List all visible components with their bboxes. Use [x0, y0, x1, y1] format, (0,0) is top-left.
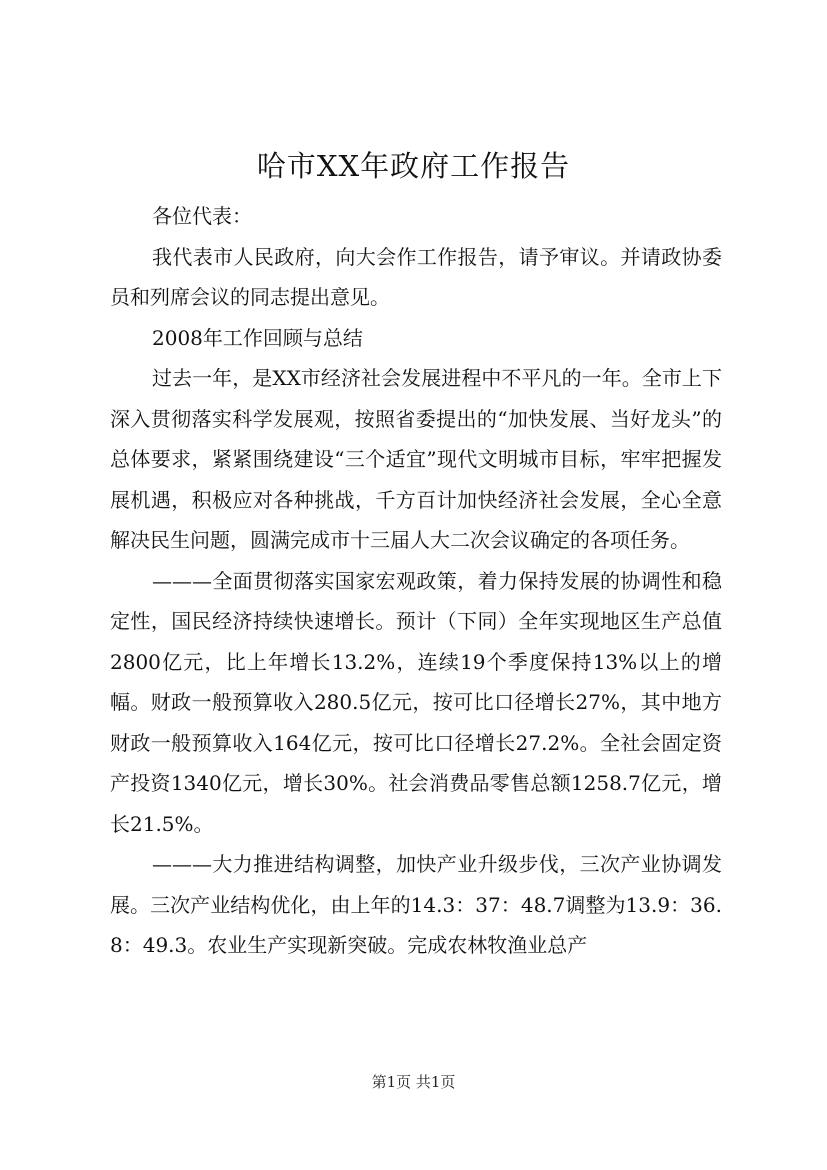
paragraph-economy: ———全面贯彻落实国家宏观政策，着力保持发展的协调性和稳定性，国民经济持续快速增长。预计（下同）全年实现地区生产总值2800亿元，比上年增长13.2%，连续19个季度保持13%以上的增幅。财政一般预算收入280.5亿元，按可比口径增长27%，其中地方财政一般预算收入164亿元，按可比口径增长27.2%。全社会固定资产投资1340亿元，增长30%。社会消费品零售总额1258.7亿元，增长21.5%。 [110, 568, 722, 836]
section-heading: 2008年工作回顾与总结 [152, 325, 363, 350]
paragraph-intro: 我代表市人民政府，向大会作工作报告，请予审议。并请政协委员和列席会议的同志提出意见。 [110, 244, 722, 309]
document-body [110, 196, 722, 966]
paragraph-review: 过去一年，是XX市经济社会发展进程中不平凡的一年。全市上下深入贯彻落实科学发展观，按照省委提出的“加快发展、当好龙头”的总体要求，紧紧围绕建设“三个适宜”现代文明城市目标，牢牢把握发展机遇，积极应对各种挑战，千方百计加快经济社会发展，全心全意解决民生问题，圆满完成市十三届人大二次会议确定的各项任务。 [110, 366, 722, 552]
page-footer: 第1页 共1页 [371, 1073, 456, 1091]
paragraph-salutation: 各位代表： [152, 204, 252, 228]
paragraph-structure: ———大力推进结构调整，加快产业升级步伐，三次产业协调发展。三次产业结构优化，由上年的14.3：37：48.7调整为13.9：36.8：49.3。农业生产实现新突破。完成农林牧渔业总产 [110, 852, 722, 957]
document-title: 哈市XX年政府工作报告 [256, 149, 571, 183]
